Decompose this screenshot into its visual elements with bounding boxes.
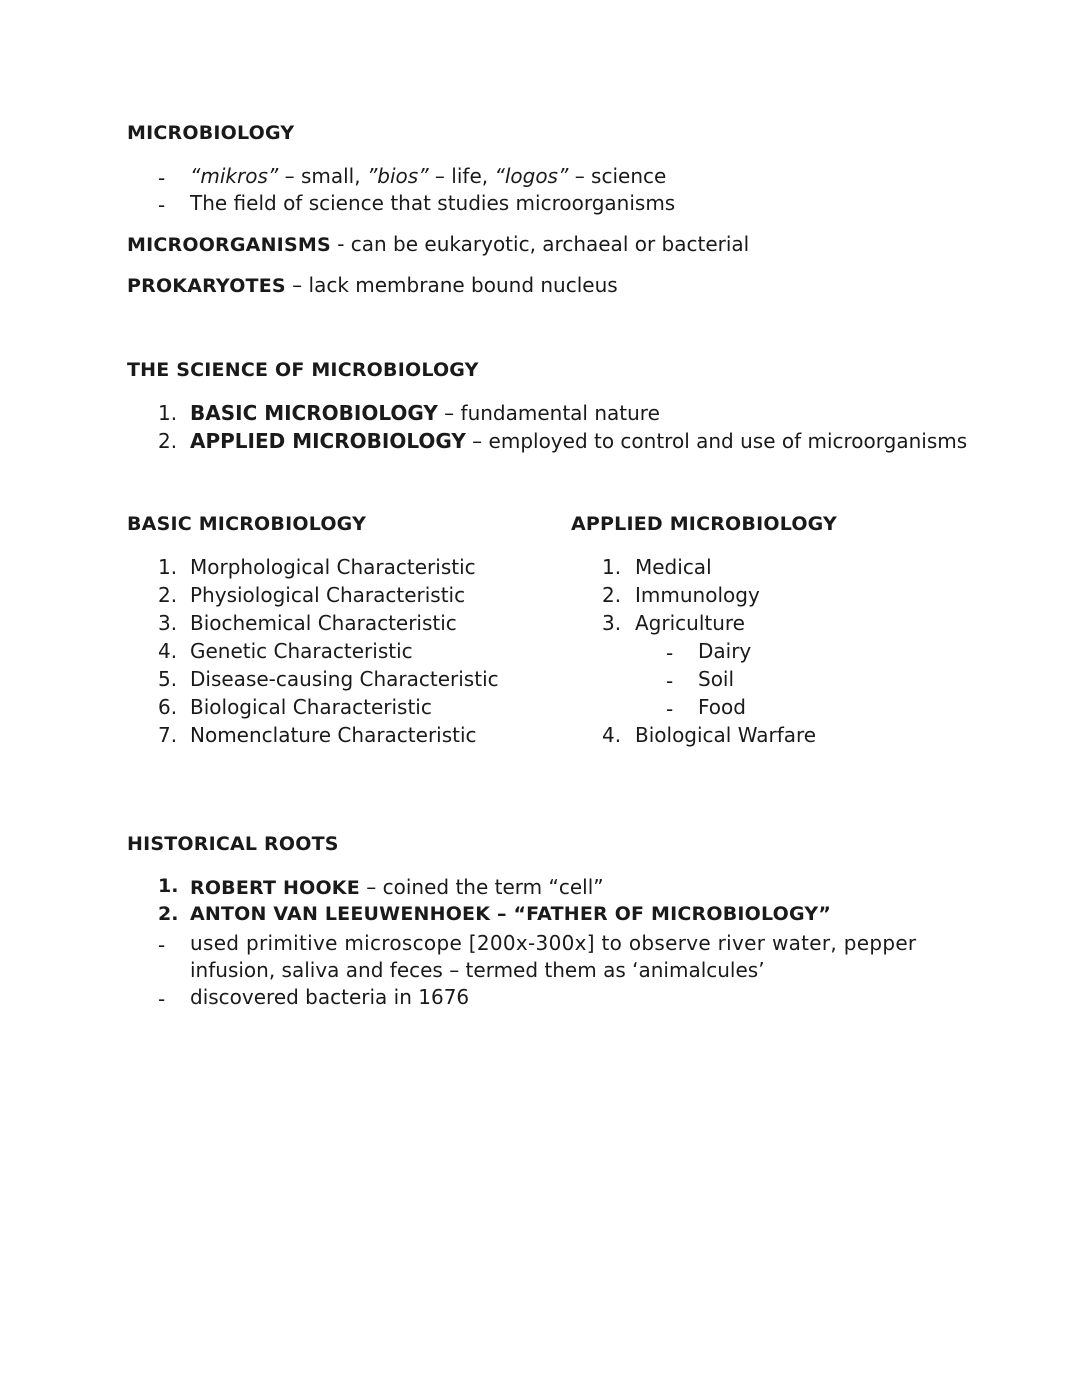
etymology-line <box>190 164 666 188</box>
list-item: Physiological Characteristic <box>190 583 466 607</box>
list-number: 2. <box>602 583 622 607</box>
bullet-dash: - <box>158 987 166 1011</box>
list-item <box>190 401 660 425</box>
list-item: Immunology <box>635 583 760 607</box>
def-robert-hooke: – coined the term “cell” <box>359 875 604 899</box>
list-item: Disease-causing Characteristic <box>190 667 499 691</box>
term-leeuwenhoek: ANTON VAN LEEUWENHOEK – “FATHER OF MICROBIOLOGY” <box>190 903 832 925</box>
section-heading-basic: BASIC MICROBIOLOGY <box>127 513 367 535</box>
list-item: Nomenclature Characteristic <box>190 723 477 747</box>
term-bios: ”bios” <box>366 164 429 188</box>
history-bullet-line: infusion, saliva and feces – termed them as ‘animalcules’ <box>190 958 765 982</box>
list-number: 2. <box>158 903 179 925</box>
bullet-dash: - <box>666 669 674 693</box>
history-bullet-line: used primitive microscope [200x-300x] to observe river water, pepper <box>190 931 917 955</box>
def-bios: – life, <box>428 164 495 188</box>
bullet-dash: - <box>666 641 674 665</box>
sub-item: Food <box>698 695 746 719</box>
list-number: 4. <box>602 723 622 747</box>
list-item <box>190 875 604 899</box>
list-item: Agriculture <box>635 611 745 635</box>
term-logos: “logos” <box>494 164 569 188</box>
list-item: Biological Warfare <box>635 723 817 747</box>
list-number: 3. <box>602 611 622 635</box>
term-prokaryotes: PROKARYOTES <box>127 275 286 297</box>
section-heading-applied: APPLIED MICROBIOLOGY <box>571 513 838 535</box>
sub-item: Dairy <box>698 639 752 663</box>
list-item: Biological Characteristic <box>190 695 432 719</box>
list-number: 7. <box>158 723 178 747</box>
def-mikros: – small, <box>278 164 367 188</box>
list-item: Biochemical Characteristic <box>190 611 457 635</box>
list-number: 4. <box>158 639 178 663</box>
list-number: 1. <box>158 875 179 897</box>
term-applied: APPLIED MICROBIOLOGY <box>190 429 466 453</box>
bullet-dash: - <box>158 166 166 190</box>
list-item: Genetic Characteristic <box>190 639 413 663</box>
bullet-dash: - <box>158 933 166 957</box>
list-number: 2. <box>158 429 178 453</box>
section-heading-science: THE SCIENCE OF MICROBIOLOGY <box>127 359 479 381</box>
term-robert-hooke: ROBERT HOOKE <box>190 877 360 899</box>
history-bullet-line: discovered bacteria in 1676 <box>190 985 470 1009</box>
definition-line: The field of science that studies microorganisms <box>190 191 676 215</box>
microorganisms-line <box>127 232 749 256</box>
list-number: 3. <box>158 611 178 635</box>
bullet-dash: - <box>666 697 674 721</box>
list-item: Medical <box>635 555 712 579</box>
list-number: 6. <box>158 695 178 719</box>
def-basic: – fundamental nature <box>437 401 660 425</box>
bullet-dash: - <box>158 193 166 217</box>
def-logos: – science <box>568 164 667 188</box>
prokaryotes-line <box>127 273 618 297</box>
list-number: 1. <box>158 401 178 425</box>
list-number: 1. <box>158 555 178 579</box>
section-heading-history: HISTORICAL ROOTS <box>127 833 339 855</box>
def-prokaryotes: – lack membrane bound nucleus <box>285 273 618 297</box>
term-mikros: “mikros” <box>190 164 279 188</box>
list-item <box>190 429 967 453</box>
term-basic: BASIC MICROBIOLOGY <box>190 401 438 425</box>
def-microorganisms: - can be eukaryotic, archaeal or bacterial <box>330 232 750 256</box>
list-number: 5. <box>158 667 178 691</box>
def-applied: – employed to control and use of microorganisms <box>465 429 968 453</box>
list-item: Morphological Characteristic <box>190 555 476 579</box>
term-microorganisms: MICROORGANISMS <box>127 234 331 256</box>
list-number: 1. <box>602 555 622 579</box>
section-heading-microbiology: MICROBIOLOGY <box>127 122 295 144</box>
list-number: 2. <box>158 583 178 607</box>
sub-item: Soil <box>698 667 735 691</box>
